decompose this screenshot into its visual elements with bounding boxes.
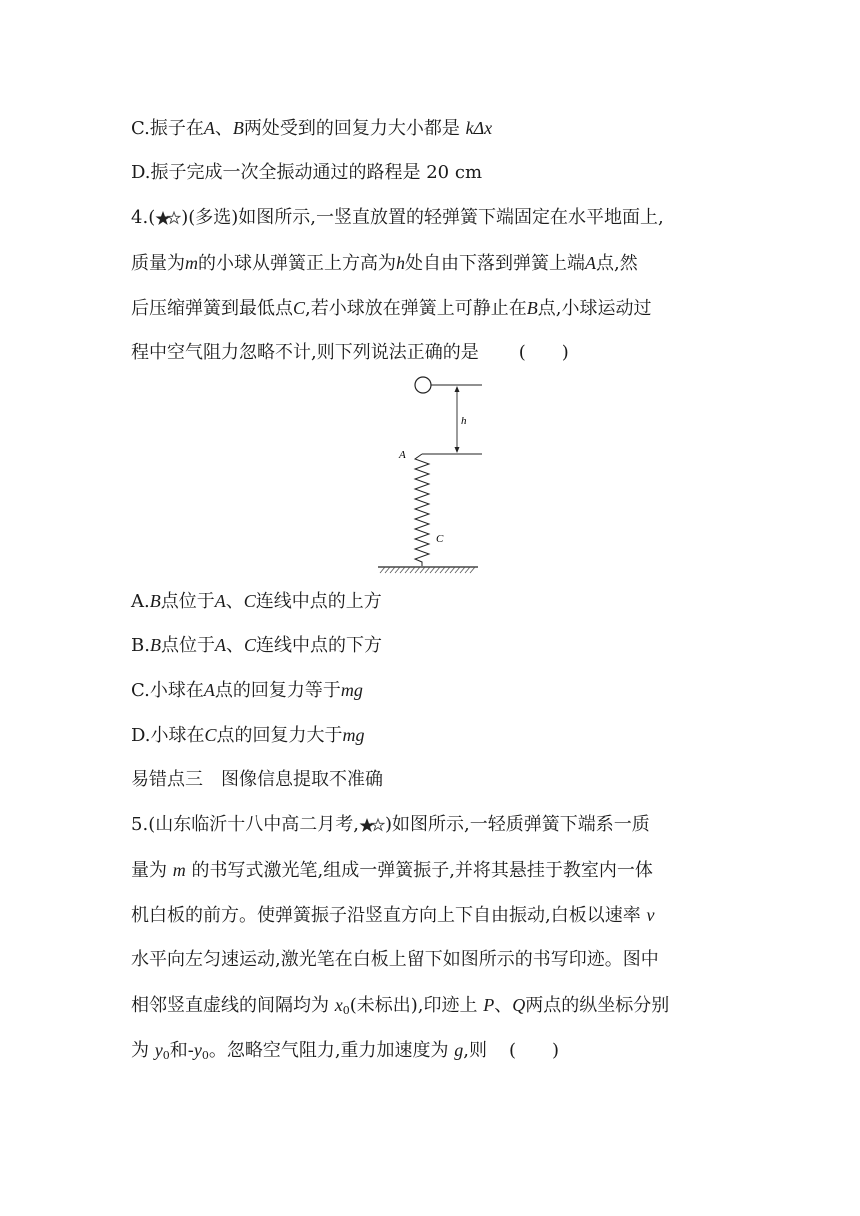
stem-text: 量为 (131, 860, 167, 881)
stem-text: ,则 (463, 1040, 488, 1061)
subscript: 0 (162, 1049, 170, 1062)
stem-text: 的小球从弹簧正上方高为 (198, 253, 396, 274)
option-text: A. (131, 591, 150, 612)
q4-stem-line-3 (131, 296, 651, 321)
var-c: C (204, 725, 217, 745)
stem-text: (未标出),印迹上 (349, 995, 478, 1016)
arrow-head-up (455, 386, 460, 392)
var-c: C (243, 635, 256, 655)
var-a: A (203, 680, 215, 700)
var-a: A (214, 591, 226, 611)
option-text: 、 (225, 591, 244, 612)
section-heading: 易错点三 图像信息提取不准确 (131, 769, 383, 790)
option-text: B. (131, 635, 150, 656)
answer-blank: ( ) (518, 342, 569, 363)
var-m: m (185, 253, 198, 273)
label-a: A (399, 449, 406, 461)
option-text: 两处受到的回复力大小都是 (243, 118, 460, 139)
spring-coil (415, 454, 429, 566)
q4-option-a (131, 589, 382, 614)
question-number: 5. (131, 814, 149, 835)
stem-text: 如图所示,一轻质弹簧下端系一质 (391, 814, 650, 835)
q5-stem-line-1 (131, 813, 650, 841)
difficulty-star-icon (359, 816, 385, 841)
arrow-head-down (455, 447, 460, 453)
label-c: C (436, 533, 444, 545)
var-v: v (646, 905, 655, 925)
var-c: C (243, 591, 256, 611)
subscript: 0 (201, 1049, 209, 1062)
var-b: B (149, 635, 161, 655)
option-text: 连线中点的下方 (255, 635, 382, 656)
option-text: 点位于 (160, 635, 215, 656)
stem-text: 相邻竖直虚线的间隔均为 (131, 995, 329, 1016)
q4-option-d (131, 723, 365, 748)
formula-k-delta-x: kΔx (465, 118, 493, 138)
var-y0: y (193, 1040, 202, 1060)
q4-option-c (131, 678, 363, 703)
option-text: C.振子在 (131, 118, 204, 139)
stem-text: 后压缩弹簧到最低点 (131, 298, 293, 319)
label-h: h (461, 415, 467, 427)
stem-text: 机白板的前方。使弹簧振子沿竖直方向上下自由振动,白板以速率 (131, 905, 641, 926)
q5-stem-line-6 (131, 1038, 559, 1068)
q3-option-c (131, 116, 492, 141)
var-x0: x (334, 995, 343, 1015)
stem-text: 点,小球运动过 (537, 298, 652, 319)
stem-text: 为 (131, 1040, 149, 1061)
stem-text: 质量为 (131, 253, 185, 274)
stem-text: 两点的纵坐标分别 (525, 995, 670, 1016)
q5-stem-line-4: 水平向左匀速运动,激光笔在白板上留下如图所示的书写印迹。图中 (131, 949, 659, 970)
question-number: 4. (131, 207, 149, 228)
stem-text: 点,然 (596, 253, 638, 274)
var-h: h (396, 253, 405, 273)
q3-option-d: D.振子完成一次全振动通过的路程是 20 cm (131, 162, 483, 183)
stem-text: 和- (169, 1040, 194, 1061)
q5-stem-line-3 (131, 903, 654, 928)
ground-hatch (380, 567, 475, 573)
var-c: C (293, 298, 306, 318)
ball-icon (415, 377, 431, 393)
subscript: 0 (342, 1004, 350, 1017)
q5-stem-line-2 (131, 858, 653, 883)
var-q: Q (512, 995, 526, 1015)
question-source: (山东临沂十八中高二月考, (148, 814, 359, 835)
stem-text: 如图所示,一竖直放置的轻弹簧下端固定在水平地面上, (238, 207, 664, 228)
stem-text: ,若小球放在弹簧上可静止在 (305, 298, 527, 319)
difficulty-star-icon (155, 209, 181, 234)
option-text: D.小球在 (131, 725, 205, 746)
q5-stem-line-5 (131, 993, 669, 1023)
var-b: B (149, 591, 161, 611)
multi-select-tag: (多选) (188, 207, 239, 228)
var-b: B (526, 298, 538, 318)
option-text: C.小球在 (131, 680, 204, 701)
q4-stem-line-1: 4.( )(多选)如图所示,一竖直放置的轻弹簧下端固定在水平地面上, (131, 206, 664, 234)
stem-text: 程中空气阻力忽略不计,则下列说法正确的是 (131, 342, 479, 363)
stem-text: 。忽略空气阻力,重力加速度为 (208, 1040, 449, 1061)
var-b: B (232, 118, 244, 138)
var-m: m (172, 860, 186, 880)
option-text: 、 (214, 118, 233, 139)
option-text: 连线中点的上方 (255, 591, 382, 612)
spring-ball-figure (370, 372, 500, 578)
answer-blank: ( ) (509, 1040, 560, 1061)
option-text: 、 (225, 635, 244, 656)
q4-stem-line-2 (131, 251, 638, 276)
var-a: A (585, 253, 596, 273)
var-mg: mg (340, 680, 363, 700)
var-a: A (214, 635, 226, 655)
stem-text: 处自由下落到弹簧上端 (405, 253, 585, 274)
var-y0: y (154, 1040, 163, 1060)
q4-option-b (131, 633, 382, 658)
stem-text: 的书写式激光笔,组成一弹簧振子,并将其悬挂于教室内一体 (191, 860, 653, 881)
option-text: 点的回复力等于 (214, 680, 341, 701)
option-text: 点的回复力大于 (216, 725, 343, 746)
var-p: P (483, 995, 495, 1015)
option-text: 点位于 (160, 591, 215, 612)
spring-diagram (370, 372, 500, 578)
var-g: g (454, 1040, 464, 1060)
q4-stem-line-4 (131, 341, 569, 365)
var-mg: mg (342, 725, 365, 745)
var-a: A (203, 118, 215, 138)
stem-text: 、 (494, 995, 513, 1016)
question-source: ) (384, 814, 392, 835)
